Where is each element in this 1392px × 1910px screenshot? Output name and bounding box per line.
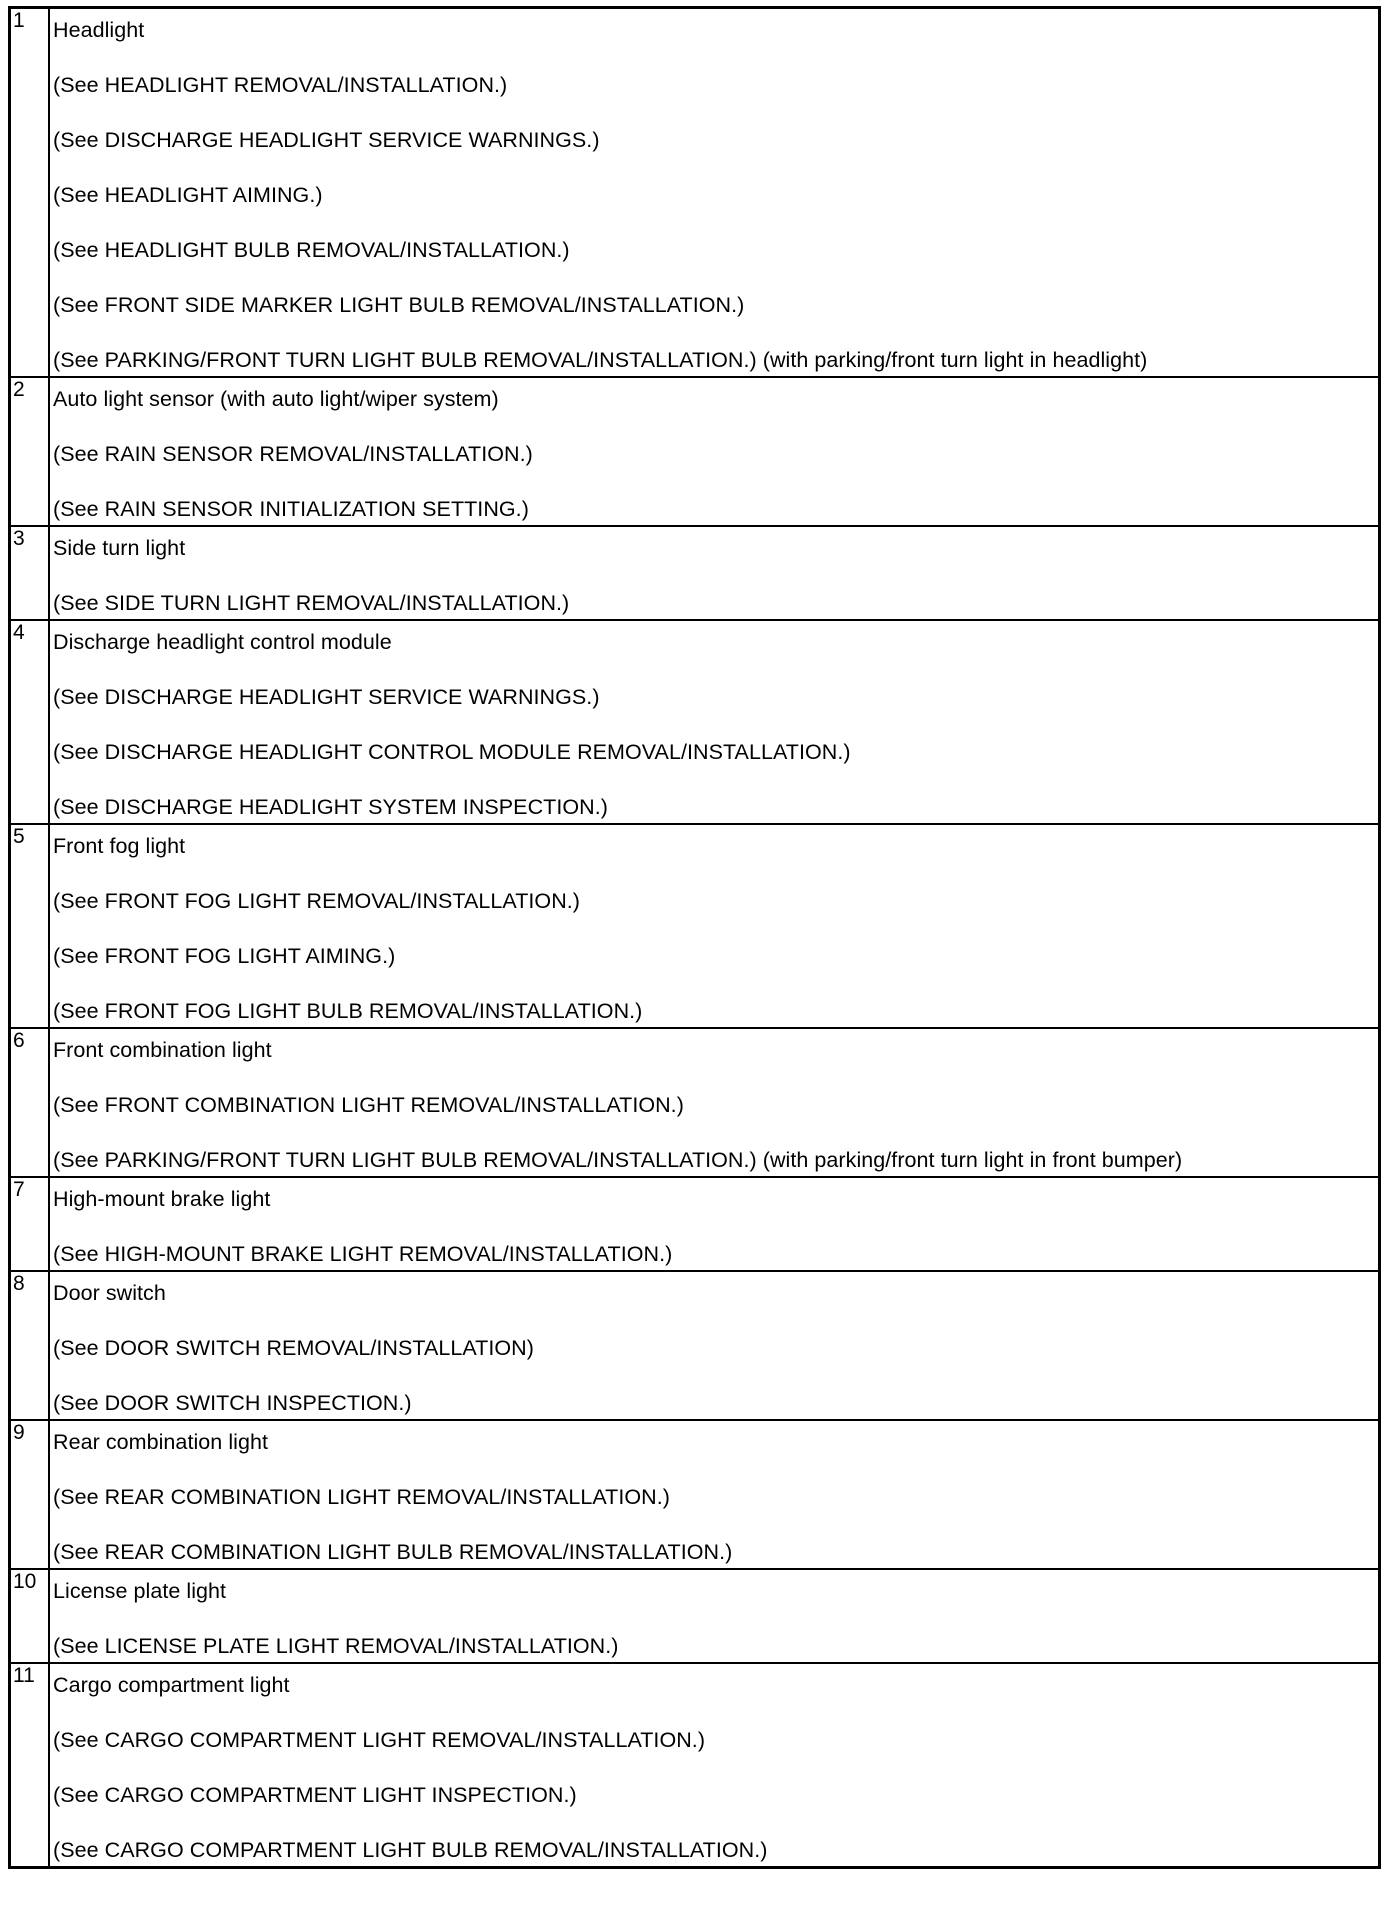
component-name: High-mount brake light (53, 1187, 271, 1211)
item-number-cell (10, 1028, 50, 1177)
item-description-cell (49, 1420, 1380, 1569)
table-row (10, 1420, 1380, 1569)
procedure-reference-link[interactable]: (See REAR COMBINATION LIGHT REMOVAL/INSTALLATION.) (53, 1485, 670, 1509)
item-description-cell (49, 824, 1380, 1028)
component-name: Front fog light (53, 834, 186, 858)
item-number-cell (10, 824, 50, 1028)
item-description-lines (50, 536, 1378, 619)
component-name: Rear combination light (53, 1430, 269, 1454)
table-row (10, 526, 1380, 620)
item-description-cell (49, 1569, 1380, 1663)
item-description-cell (49, 620, 1380, 824)
component-name: Side turn light (53, 536, 186, 560)
item-number: 11 (13, 1664, 35, 1687)
item-description-lines (50, 1038, 1378, 1176)
table-row (10, 1271, 1380, 1420)
procedure-reference-link[interactable]: (See FRONT SIDE MARKER LIGHT BULB REMOVAL/INSTALLATION.) (53, 293, 745, 317)
item-number: 2 (13, 378, 25, 401)
item-description-lines (50, 834, 1378, 1027)
item-number-cell (10, 1177, 50, 1271)
item-number: 10 (13, 1570, 37, 1593)
item-description-lines (50, 1430, 1378, 1568)
table-row (10, 1028, 1380, 1177)
item-description-cell (49, 8, 1380, 378)
component-name: License plate light (53, 1579, 227, 1603)
table-row (10, 377, 1380, 526)
component-name: Headlight (53, 18, 145, 42)
procedure-reference-link[interactable]: (See FRONT FOG LIGHT BULB REMOVAL/INSTALLATION.) (53, 999, 643, 1023)
component-name: Auto light sensor (with auto light/wiper system) (53, 387, 499, 411)
component-name: Door switch (53, 1281, 166, 1305)
procedure-reference-link[interactable]: (See CARGO COMPARTMENT LIGHT REMOVAL/INSTALLATION.) (53, 1728, 706, 1752)
component-name: Cargo compartment light (53, 1673, 290, 1697)
procedure-reference-link[interactable]: (See HIGH-MOUNT BRAKE LIGHT REMOVAL/INSTALLATION.) (53, 1242, 673, 1266)
procedure-reference-link[interactable]: (See DOOR SWITCH REMOVAL/INSTALLATION) (53, 1336, 534, 1360)
table-row (10, 620, 1380, 824)
item-description-cell (49, 1177, 1380, 1271)
item-description-lines (50, 1281, 1378, 1419)
procedure-reference-link[interactable]: (See FRONT FOG LIGHT AIMING.) (53, 944, 396, 968)
procedure-reference-link[interactable]: (See DISCHARGE HEADLIGHT SERVICE WARNINGS.) (53, 685, 600, 709)
procedure-reference-link[interactable]: (See LICENSE PLATE LIGHT REMOVAL/INSTALLATION.) (53, 1634, 619, 1658)
procedure-reference-link[interactable]: (See DISCHARGE HEADLIGHT CONTROL MODULE REMOVAL/INSTALLATION.) (53, 740, 851, 764)
table-row (10, 1177, 1380, 1271)
item-number-cell (10, 1569, 50, 1663)
table-row (10, 8, 1380, 378)
item-description-lines (50, 18, 1378, 376)
item-description-cell (49, 526, 1380, 620)
item-number: 6 (13, 1029, 25, 1052)
item-number-cell (10, 1420, 50, 1569)
table-row (10, 1663, 1380, 1868)
item-number: 3 (13, 527, 25, 550)
item-description-cell (49, 377, 1380, 526)
item-number: 5 (13, 825, 25, 848)
procedure-reference-link[interactable]: (See FRONT FOG LIGHT REMOVAL/INSTALLATION.) (53, 889, 580, 913)
item-description-lines (50, 1187, 1378, 1270)
item-number: 7 (13, 1178, 25, 1201)
item-number-cell (10, 526, 50, 620)
item-number: 8 (13, 1272, 25, 1295)
item-description-lines (50, 630, 1378, 823)
procedure-reference-link[interactable]: (See CARGO COMPARTMENT LIGHT BULB REMOVAL/INSTALLATION.) (53, 1838, 768, 1862)
component-name: Front combination light (53, 1038, 272, 1062)
item-description-cell (49, 1271, 1380, 1420)
procedure-reference-link[interactable]: (See HEADLIGHT REMOVAL/INSTALLATION.) (53, 73, 508, 97)
item-number-cell (10, 1271, 50, 1420)
procedure-reference-link[interactable]: (See REAR COMBINATION LIGHT BULB REMOVAL/INSTALLATION.) (53, 1540, 733, 1564)
item-number-cell (10, 620, 50, 824)
procedure-reference-link[interactable]: (See HEADLIGHT BULB REMOVAL/INSTALLATION.) (53, 238, 570, 262)
procedure-reference-link[interactable]: (See RAIN SENSOR REMOVAL/INSTALLATION.) (53, 442, 533, 466)
parts-reference-table (8, 6, 1381, 1869)
procedure-reference-link[interactable]: (See DISCHARGE HEADLIGHT SYSTEM INSPECTION.) (53, 795, 608, 819)
item-number-cell (10, 1663, 50, 1868)
procedure-reference-link[interactable]: (See SIDE TURN LIGHT REMOVAL/INSTALLATION.) (53, 591, 570, 615)
item-number-cell (10, 377, 50, 526)
procedure-reference-link[interactable]: (See CARGO COMPARTMENT LIGHT INSPECTION.) (53, 1783, 577, 1807)
procedure-reference-link[interactable]: (See FRONT COMBINATION LIGHT REMOVAL/INSTALLATION.) (53, 1093, 684, 1117)
procedure-reference-link[interactable]: (See PARKING/FRONT TURN LIGHT BULB REMOVAL/INSTALLATION.) (with parking/front turn light in front bumper) (53, 1148, 1183, 1172)
item-number: 4 (13, 621, 25, 644)
procedure-reference-link[interactable]: (See HEADLIGHT AIMING.) (53, 183, 323, 207)
procedure-reference-link[interactable]: (See DOOR SWITCH INSPECTION.) (53, 1391, 412, 1415)
parts-table-body (10, 8, 1380, 1868)
parts-reference-sheet (8, 6, 1381, 1869)
procedure-reference-link[interactable]: (See PARKING/FRONT TURN LIGHT BULB REMOVAL/INSTALLATION.) (with parking/front turn light in headlight) (53, 348, 1148, 372)
item-number: 9 (13, 1421, 25, 1444)
table-row (10, 824, 1380, 1028)
item-description-lines (50, 1673, 1378, 1866)
item-description-lines (50, 1579, 1378, 1662)
item-description-cell (49, 1028, 1380, 1177)
item-number: 1 (13, 9, 25, 32)
component-name: Discharge headlight control module (53, 630, 392, 654)
procedure-reference-link[interactable]: (See RAIN SENSOR INITIALIZATION SETTING.) (53, 497, 529, 521)
item-description-lines (50, 387, 1378, 525)
item-description-cell (49, 1663, 1380, 1868)
table-row (10, 1569, 1380, 1663)
item-number-cell (10, 8, 50, 378)
procedure-reference-link[interactable]: (See DISCHARGE HEADLIGHT SERVICE WARNINGS.) (53, 128, 600, 152)
